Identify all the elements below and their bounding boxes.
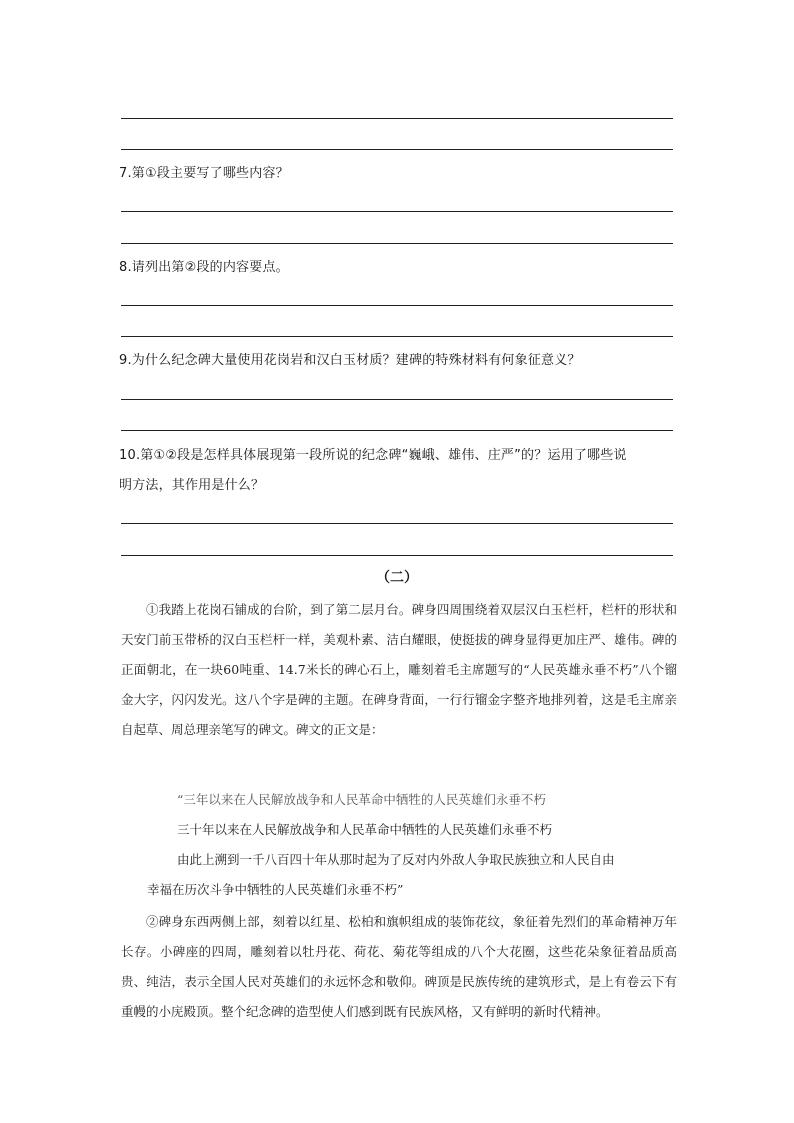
question-10-line1: 10.第①②段是怎样具体展现第一段所说的纪念碑“巍峨、雄伟、庄严”的？运用了哪些说: [119, 448, 627, 463]
answer-line: [121, 211, 673, 212]
answer-line: [121, 430, 673, 431]
inscription-line-2: 三十年以来在人民解放战争和人民革命中牺牲的人民英雄们永垂不朽: [177, 822, 553, 837]
question-10-line2: 明方法，其作用是什么？: [119, 478, 265, 493]
section-title: （二）: [376, 570, 418, 586]
inscription-line-3: 由此上溯到一千八百四十年从那时起为了反对内外敌人争取民族独立和人民自由: [177, 852, 615, 867]
paragraph-2: ②碑身东西两侧上部，刻着以红星、松柏和旗帜组成的装饰花纹，象征着先烈们的革命精神万年长存。小碑座的四周，雕刻着以牡丹花、荷花、菊花等组成的八个大花圈，这些花朵象征着品质高贵、纯洁，表示全国人民对英雄们的永远怀念和敬仰。碑顶是民族传统的建筑形式，是上有卷云下有重幔的小庑殿顶。整个纪念碑的造型使人们感到既有民族风格，又有鲜明的新时代精神。: [121, 914, 677, 1019]
answer-line: [121, 336, 673, 337]
answer-line: [121, 305, 673, 306]
paragraph-1: ①我踏上花岗石铺成的台阶，到了第二层月台。碑身四周围绕着双层汉白玉栏杆，栏杆的形状和天安门前玉带桥的汉白玉栏杆一样，美观朴素、洁白耀眼，使挺拔的碑身显得更加庄严、雄伟。碑的正面朝北，在一块60吨重、14.7米长的碑心石上，雕刻着毛主席题写的“人民英雄永垂不朽”八个镏金大字，闪闪发光。这八个字是碑的主题。在碑身背面，一行行镏金字整齐地排列着，这是毛主席亲自起草、周总理亲笔写的碑文。碑文的正文是：: [121, 602, 677, 737]
question-7: 7.第①段主要写了哪些内容？: [119, 166, 289, 181]
answer-line: [121, 118, 673, 119]
inscription-line-4: 幸福在历次斗争中牺牲的人民英雄们永垂不朽”: [147, 882, 404, 897]
answer-line: [121, 243, 673, 244]
inscription-line-1: “三年以来在人民解放战争和人民革命中牺牲的人民英雄们永垂不朽: [177, 792, 546, 807]
question-9: 9.为什么纪念碑大量使用花岗岩和汉白玉材质？建碑的特殊材料有何象征意义？: [119, 353, 581, 368]
answer-line: [121, 149, 673, 150]
question-8: 8.请列出第②段的内容要点。: [119, 260, 289, 275]
answer-line: [121, 523, 673, 524]
answer-line: [121, 399, 673, 400]
answer-line: [121, 555, 673, 556]
